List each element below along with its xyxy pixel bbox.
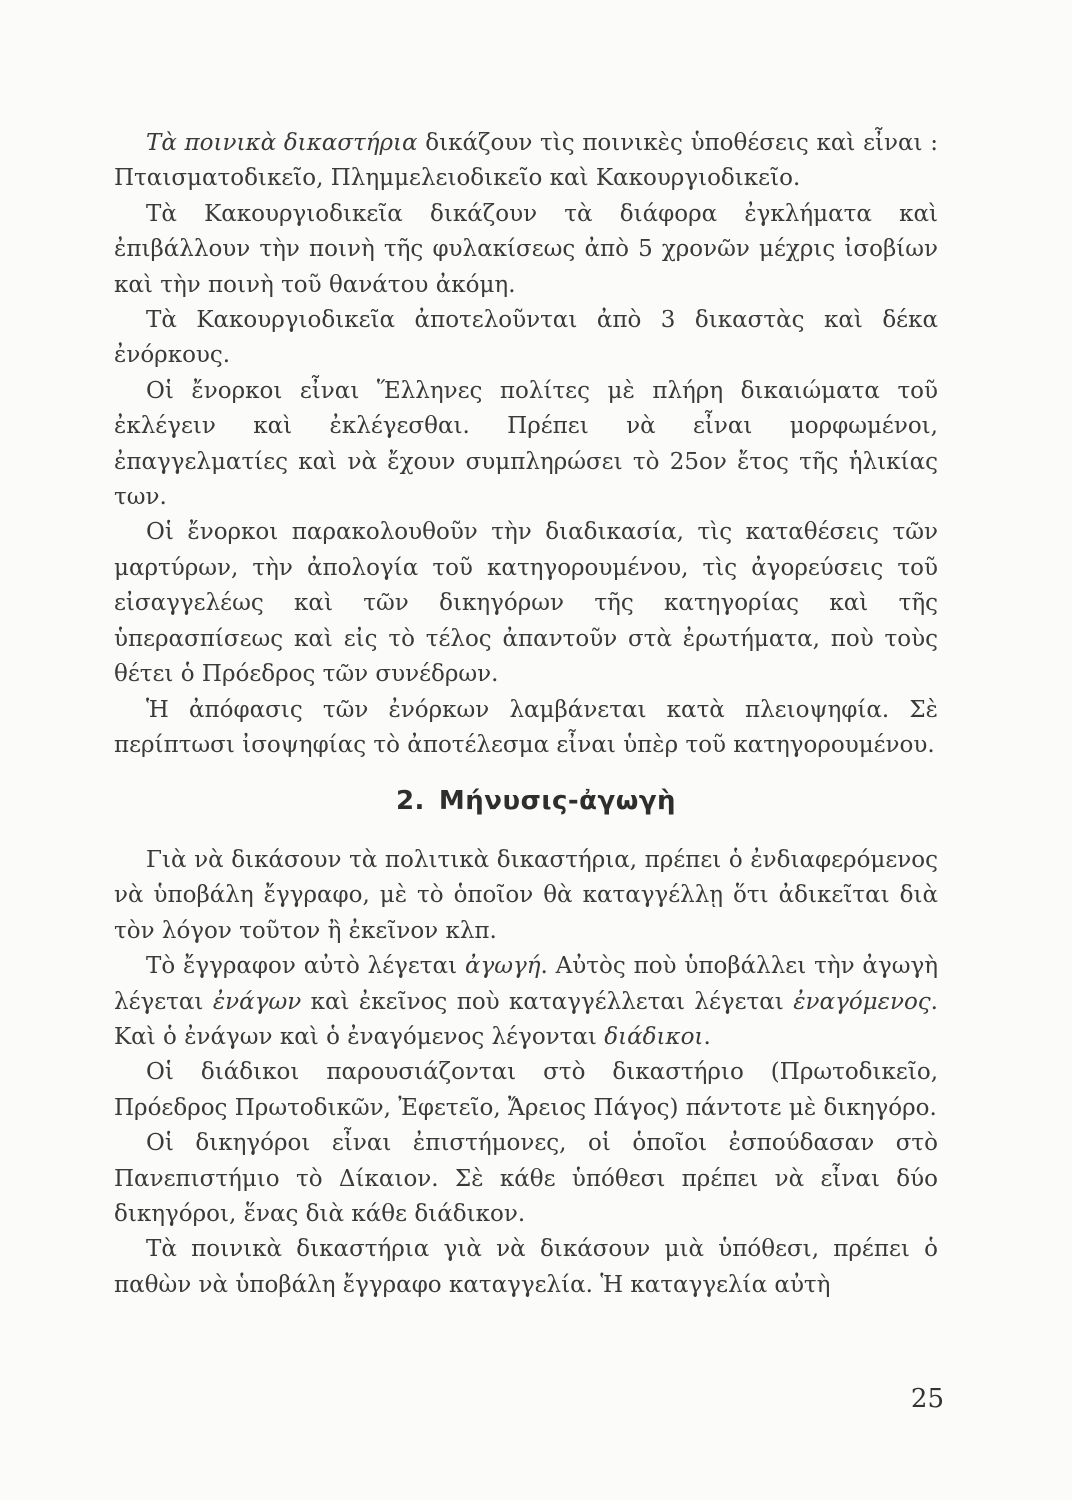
paragraph <box>114 1232 938 1303</box>
section-heading <box>0 786 1072 816</box>
paragraph <box>114 515 938 692</box>
text-run: Γιὰ νὰ δικάσουν τὰ πολιτικὰ δικαστήρια, πρέπει ὁ ἐνδιαφερόμενος νὰ ὑποβάλη ἔγγραφο, μὲ τὸ ὁποῖον θὰ καταγγέλλῃ ὅτι ἀδικεῖται διὰ τὸν λόγον τοῦτον ἢ ἐκεῖνον κλπ. <box>114 847 938 944</box>
text-run: Οἱ δικηγόροι εἶναι ἐπιστήμονες, οἱ ὁποῖοι ἐσπούδασαν στὸ Πανεπιστήμιο τὸ Δίκαιον. Σὲ κάθε ὑπόθεσι πρέπει νὰ εἶναι δύο δικηγόροι, ἕνας διὰ κάθε διάδικον. <box>114 1130 938 1228</box>
paragraph <box>114 374 938 516</box>
section-2-text <box>114 843 938 1303</box>
text-run: Τὰ ποινικὰ δικαστήρια γιὰ νὰ δικάσουν μιὰ ὑπόθεσι, πρέπει ὁ παθὼν νὰ ὑποβάλη ἔγγραφο καταγγελία. Ἡ καταγγελία αὐτὴ <box>114 1236 938 1298</box>
paragraph <box>114 197 938 303</box>
italic-term: ἀγωγή <box>464 953 541 980</box>
text-run: . Καὶ ὁ ἐνάγων καὶ ὁ ἐναγόμενος λέγονται <box>114 988 938 1051</box>
paragraph <box>114 949 938 1055</box>
paragraph <box>114 693 938 764</box>
paragraph <box>114 303 938 374</box>
section-number: 2. <box>395 786 425 816</box>
text-run: δικάζουν τὶς ποινικὲς ὑποθέσεις καὶ εἶναι : Πταισματοδικεῖο, Πλημμελειοδικεῖο καὶ Κακουργιοδικεῖο. <box>114 130 938 192</box>
text-run: Τὰ Κακουργιοδικεῖα ἀποτελοῦνται ἀπὸ 3 δικαστὰς καὶ δέκα ἐνόρκους. <box>114 307 938 369</box>
paragraph <box>114 1126 938 1232</box>
text-run: Οἱ διάδικοι παρουσιάζονται στὸ δικαστήριο (Πρωτοδικεῖο, Πρόεδρος Πρωτοδικῶν, Ἐφετεῖο, Ἄρειος Πάγος) πάντοτε μὲ δικηγόρο. <box>114 1059 938 1121</box>
italic-term: ἐνάγων <box>212 988 302 1015</box>
text-run: καὶ ἐκεῖνος ποὺ καταγγέλλεται λέγεται <box>301 988 794 1015</box>
paragraph <box>114 1055 938 1126</box>
text-run: Οἱ ἔνορκοι παρακολουθοῦν τὴν διαδικασία, τὶς καταθέσεις τῶν μαρτύρων, τὴν ἀπολογία τοῦ κατηγορουμένου, τὶς ἀγορεύσεις τοῦ εἰσαγγελέως καὶ τῶν δικηγόρων τῆς κατηγορίας καὶ τῆς ὑπερασπίσεως καὶ εἰς τὸ τέλος ἀπαντοῦν στὰ ἐρωτήματα, ποὺ τοὺς θέτει ὁ Πρόεδρος τῶν συνέδρων. <box>114 519 938 688</box>
text-run: Οἱ ἔνορκοι εἶναι Ἕλληνες πολίτες μὲ πλήρη δικαιώματα τοῦ ἐκλέγειν καὶ ἐκλέγεσθαι. Πρέπει νὰ εἶναι μορφωμένοι, ἐπαγγελματίες καὶ νὰ ἔχουν συμπληρώσει τὸ 25ον ἔτος τῆς ἡλικίας των. <box>114 377 938 511</box>
text-run: . <box>703 1024 711 1051</box>
page-number: 25 <box>910 1384 944 1414</box>
italic-term: Τὰ ποινικὰ δικαστήρια <box>146 130 418 156</box>
italic-term: ἐναγόμενος <box>793 988 931 1015</box>
paragraph <box>114 126 938 197</box>
text-run: Ἡ ἀπόφασις τῶν ἐνόρκων λαμβάνεται κατὰ πλειοψηφία. Σὲ περίπτωσι ἰσοψηφίας τὸ ἀποτέλεσμα εἶναι ὑπὲρ τοῦ κατηγορουμένου. <box>114 696 938 758</box>
italic-term: διάδικοι <box>604 1024 704 1051</box>
paragraph <box>114 843 938 949</box>
text-run: Τὰ Κακουργιοδικεῖα δικάζουν τὰ διάφορα ἐγκλήματα καὶ ἐπιβάλλουν τὴν ποινὴ τῆς φυλακίσεως ἀπὸ 5 χρονῶν μέχρις ἰσοβίων καὶ τὴν ποινὴ τοῦ θανάτου ἀκόμη. <box>114 200 938 298</box>
text-run: . Αὐτὸς ποὺ ὑποβάλλει τὴν ἀγωγὴ λέγεται <box>114 953 938 1015</box>
text-run: Τὸ ἔγγραφον αὐτὸ λέγεται <box>146 953 465 980</box>
section-1-text <box>114 126 938 763</box>
section-title: Μήνυσις-ἀγωγὴ <box>438 786 677 816</box>
